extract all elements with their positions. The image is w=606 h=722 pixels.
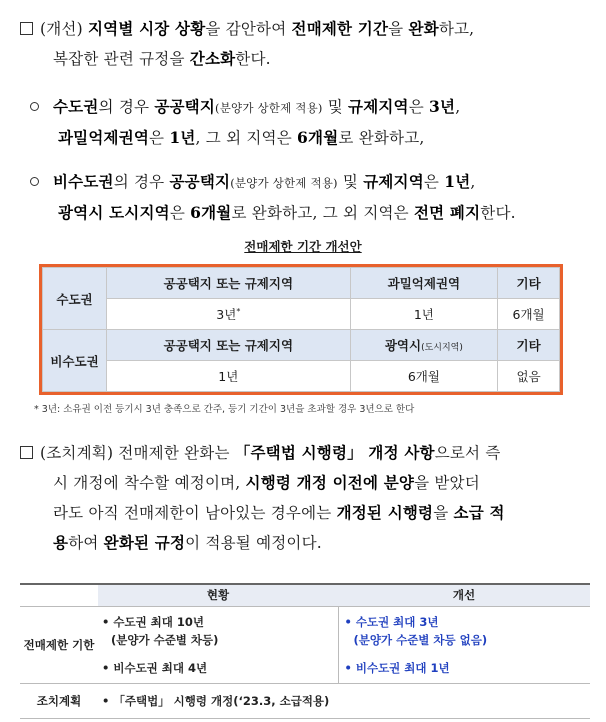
text: 로 완화하고, <box>338 129 425 147</box>
list-item: • 비수도권 최대 1년 <box>344 660 450 675</box>
text-small: (분양가 상한제 적용) <box>230 176 338 190</box>
section-action-line4 <box>20 528 595 558</box>
cell-value: 3년 <box>216 307 237 322</box>
table-row <box>43 361 560 392</box>
text: 이 적용될 예정이다. <box>185 534 322 552</box>
text-bold: 공공택지 <box>154 97 216 116</box>
table-header-cell: 공공택지 또는 규제지역 <box>107 268 351 299</box>
text: 및 <box>322 98 349 116</box>
text-bold: 용 <box>53 533 69 552</box>
current-cell <box>98 606 338 683</box>
table-header-current: 현황 <box>98 584 338 606</box>
table-header-blank <box>20 584 98 606</box>
table-row <box>20 683 590 718</box>
text-bold: 1년 <box>169 128 196 147</box>
list-item: • 수도권 최대 3년 <box>344 614 439 629</box>
text: 을 <box>388 20 409 38</box>
table-header-cell: 기타 <box>498 330 560 361</box>
text: 을 <box>433 504 454 522</box>
text-bold: 전매제한 기간 <box>291 19 389 38</box>
header-suffix: (도시지역) <box>421 343 463 353</box>
table-row <box>43 268 560 299</box>
text-bold: 1년 <box>444 172 471 191</box>
text: 라도 아직 전매제한이 남아있는 경우에는 <box>53 504 337 522</box>
improved-cell <box>338 606 590 683</box>
bullet-noncapital-area <box>30 167 590 228</box>
spacer <box>345 649 591 659</box>
table-footnote: * 3년: 소유권 이전 등기시 3년 충족으로 간주, 등기 기간이 3년을 초과할 경우 3년으로 한다 <box>34 404 415 415</box>
table-header-row <box>20 584 590 606</box>
section-improvement-line2 <box>20 44 595 74</box>
bullet-noncapital-line1 <box>30 167 590 198</box>
text-bold: 개정된 시행령 <box>336 503 434 522</box>
text: , 그 외 지역은 <box>195 129 298 147</box>
text-bold: 수도권 <box>53 97 99 116</box>
table-row <box>43 299 560 330</box>
bullet-capital-area <box>30 92 590 153</box>
list-item: (분양가 수준별 차등 없음) <box>353 632 488 647</box>
comparison-table <box>20 583 590 719</box>
table-header-improved: 개선 <box>338 584 590 606</box>
text: 은 <box>169 204 191 222</box>
text: 한다. <box>235 50 271 68</box>
text-bold: 시행령 개정 이전에 분양 <box>245 473 415 492</box>
section-action-line2 <box>20 468 595 498</box>
list-item: • 비수도권 최대 4년 <box>102 660 208 675</box>
footnote-mark: * <box>236 306 241 316</box>
text-bold: 6개월 <box>297 128 339 147</box>
checkbox-bullet-icon <box>20 22 33 35</box>
text: 을 감안하여 <box>205 20 292 38</box>
text-bold: 6개월 <box>190 203 232 222</box>
table-value-cell <box>107 299 351 330</box>
table-value-cell: 없음 <box>498 361 560 392</box>
text: 은 <box>423 173 445 191</box>
table-value-cell: 6개월 <box>498 299 560 330</box>
text-bold: 소급 적 <box>453 503 505 522</box>
table-header-cell: 기타 <box>498 268 560 299</box>
text-bold: 「주택법 시행령」 개정 사항 <box>234 443 435 462</box>
text: 은 <box>408 98 430 116</box>
header-text: 광역시 <box>384 338 422 353</box>
text-bold: 규제지역 <box>363 172 424 191</box>
section-marker: (조치계획) <box>40 444 114 462</box>
bullet-noncapital-line2 <box>30 198 590 228</box>
text: 전매제한 완화는 <box>113 444 235 462</box>
section-action-plan <box>20 438 595 558</box>
text-bold: 완화된 규정 <box>103 533 186 552</box>
section-marker: (개선) <box>40 20 83 38</box>
text: 로 완화하고, 그 외 지역은 <box>231 204 414 222</box>
text: 으로서 즉 <box>434 444 501 462</box>
text: 및 <box>337 173 364 191</box>
table-header-cell: 과밀억제권역 <box>350 268 498 299</box>
section-action-line3 <box>20 498 595 528</box>
region-cell-noncapital: 비수도권 <box>43 330 107 392</box>
text: 시 개정에 착수할 예정이며, <box>53 474 246 492</box>
table-title: 전매제한 기간 개선안 <box>244 239 362 254</box>
text-bold: 3년 <box>429 97 456 116</box>
bullet-capital-line1 <box>30 92 590 123</box>
table-value-cell: 1년 <box>350 299 498 330</box>
table-header-cell: 공공택지 또는 규제지역 <box>107 330 351 361</box>
text-bold: 광역시 도시지역 <box>58 203 170 222</box>
text: , <box>455 98 461 116</box>
text: 을 받았더 <box>414 474 480 492</box>
table-value-cell: 1년 <box>107 361 351 392</box>
section-improvement <box>20 14 595 74</box>
region-cell-capital: 수도권 <box>43 268 107 330</box>
text: 은 <box>149 129 170 147</box>
checkbox-bullet-icon <box>20 446 33 459</box>
bullet-capital-line2 <box>30 123 590 153</box>
section-improvement-line1 <box>20 14 595 44</box>
text: 복잡한 관련 규정을 <box>53 50 190 68</box>
row-label-action-plan: 조치계획 <box>20 683 98 718</box>
spacer <box>102 649 338 659</box>
text-bold: 규제지역 <box>348 97 409 116</box>
text-bold: 완화 <box>408 19 439 38</box>
text-bold: 지역별 시장 상황 <box>87 19 206 38</box>
list-item: • 수도권 최대 10년 <box>102 614 205 629</box>
text: 하여 <box>68 534 104 552</box>
text-bold: 전면 폐지 <box>413 203 481 222</box>
text: 한다. <box>480 204 516 222</box>
text: 의 경우 <box>113 173 170 191</box>
row-label-resale-period: 전매제한 기한 <box>20 606 98 683</box>
resale-restriction-table <box>39 264 563 395</box>
list-item: (분양가 수준별 차등) <box>111 632 219 647</box>
action-plan-cell <box>98 683 590 718</box>
resale-restriction-grid <box>42 267 560 392</box>
table-row <box>20 606 590 683</box>
text: 하고, <box>438 20 475 38</box>
table-value-cell: 6개월 <box>350 361 498 392</box>
text-bold: 간소화 <box>189 49 236 68</box>
circle-bullet-icon <box>30 102 39 111</box>
text-bold: 비수도권 <box>53 172 114 191</box>
text-small: (분양가 상한제 적용) <box>215 101 323 115</box>
text-bold: 공공택지 <box>169 172 231 191</box>
text-bold: 과밀억제권역 <box>58 128 150 147</box>
table-row <box>43 330 560 361</box>
text: 의 경우 <box>98 98 155 116</box>
table-header-cell <box>350 330 498 361</box>
list-item: • 「주택법」 시행령 개정(‘23.3, 소급적용) <box>102 693 330 708</box>
circle-bullet-icon <box>30 177 39 186</box>
text: , <box>470 173 476 191</box>
